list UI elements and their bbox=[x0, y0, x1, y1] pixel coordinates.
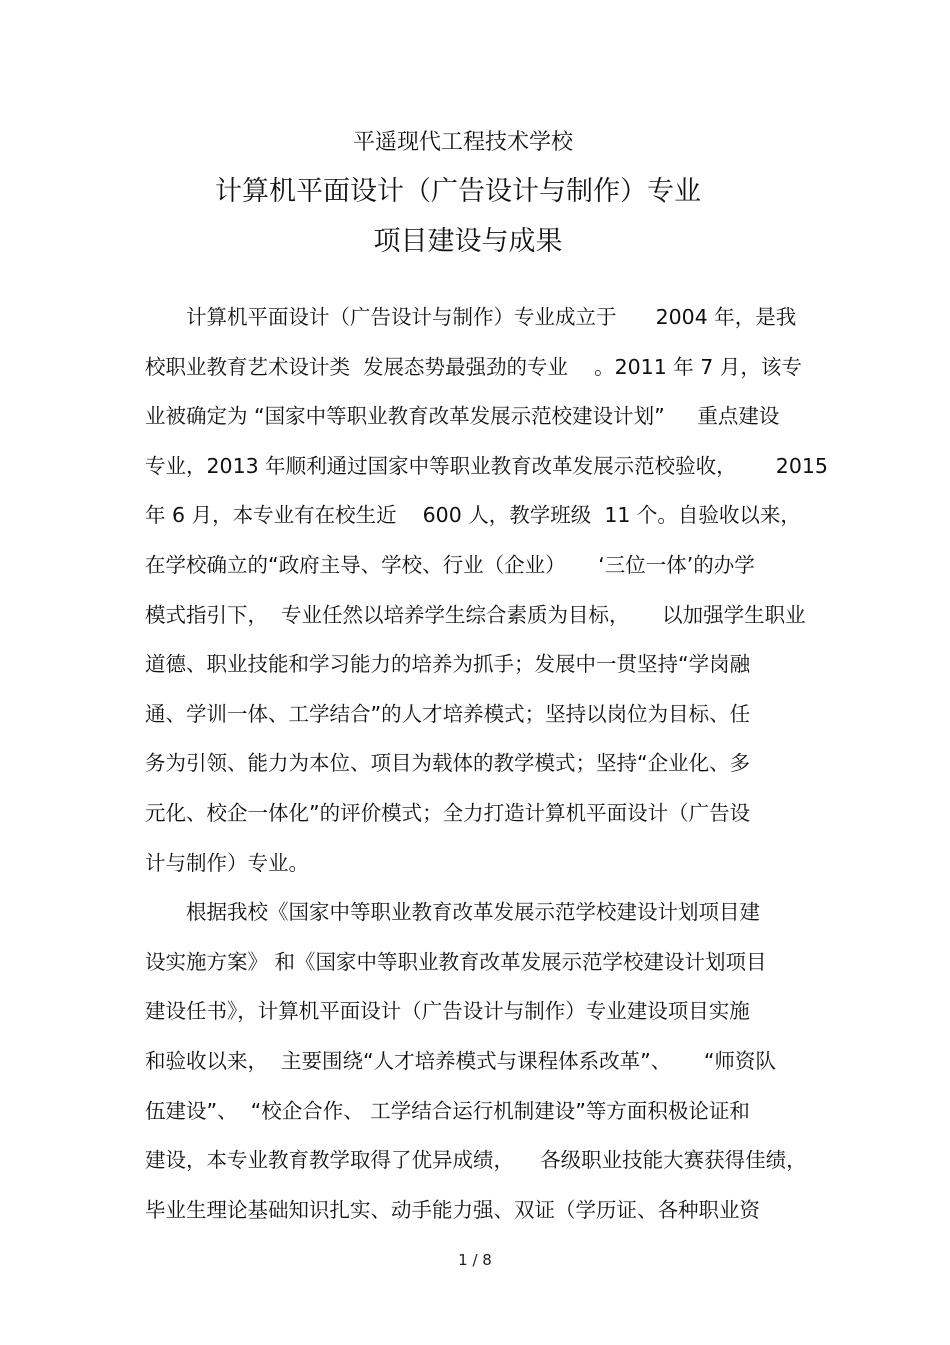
paragraph-1-line: 专业，2013 年顺利通过国家中等职业教育改革发展示范校验收， 2015 bbox=[145, 453, 828, 478]
paragraph-1-line: 计与制作）专业。 bbox=[145, 850, 309, 875]
paragraph-2-line: 伍建设”、 “校企合作、 工学结合运行机制建设”等方面积极论证和 bbox=[145, 1098, 750, 1123]
page-number: 1 / 8 bbox=[458, 1251, 492, 1269]
paragraph-2-line: 设实施方案》 和《国家中等职业教育改革发展示范学校建设计划项目 bbox=[145, 949, 767, 974]
paragraph-1-line: 在学校确立的“政府主导、学校、行业（企业） ‘三位一体’的办学 bbox=[145, 552, 755, 577]
paragraph-1-line: 道德、职业技能和学习能力的培养为抓手；发展中一贯坚持“学岗融 bbox=[145, 652, 751, 677]
school-name: 平遥现代工程技术学校 bbox=[352, 130, 573, 155]
paragraph-2-line: 根据我校《国家中等职业教育改革发展示范学校建设计划项目建 bbox=[186, 900, 760, 925]
paragraph-1-line: 校职业教育艺术设计类 发展态势最强劲的专业 。2011 年 7 月，该专 bbox=[145, 354, 802, 379]
paragraph-1-line: 年 6 月，本专业有在校生近 600 人，教学班级 11 个。自验收以来， bbox=[145, 503, 801, 528]
paragraph-1-line: 通、学训一体、工学结合”的人才培养模式；坚持以岗位为目标、任 bbox=[145, 701, 751, 726]
paragraph-1-line: 模式指引下， 专业任然以培养学生综合素质为目标， 以加强学生职业 bbox=[145, 602, 806, 627]
body-text bbox=[145, 299, 828, 1241]
document-title: 计算机平面设计（广告设计与制作）专业 bbox=[215, 176, 701, 207]
paragraph-1-line: 业被确定为 “国家中等职业教育改革发展示范校建设计划” 重点建设 bbox=[145, 404, 780, 429]
document-subtitle: 项目建设与成果 bbox=[373, 226, 563, 257]
paragraph-2-line: 毕业生理论基础知识扎实、动手能力强、双证（学历证、各种职业资 bbox=[145, 1197, 760, 1222]
paragraph-1-line: 计算机平面设计（广告设计与制作）专业成立于 2004 年，是我 bbox=[186, 305, 797, 329]
paragraph-1-line: 元化、校企一体化”的评价模式；全力打造计算机平面设计（广告设 bbox=[145, 800, 751, 825]
paragraph-2-line: 和验收以来， 主要围绕“人才培养模式与课程体系改革”、 “师资队 bbox=[145, 1048, 776, 1073]
paragraph-2-line: 建设，本专业教育教学取得了优异成绩， 各级职业技能大赛获得佳绩， bbox=[145, 1148, 807, 1173]
paragraph-1-line: 务为引领、能力为本位、项目为载体的教学模式；坚持“企业化、多 bbox=[145, 751, 751, 776]
paragraph-2-line: 建设任书》，计算机平面设计（广告设计与制作）专业建设项目实施 bbox=[145, 999, 750, 1024]
